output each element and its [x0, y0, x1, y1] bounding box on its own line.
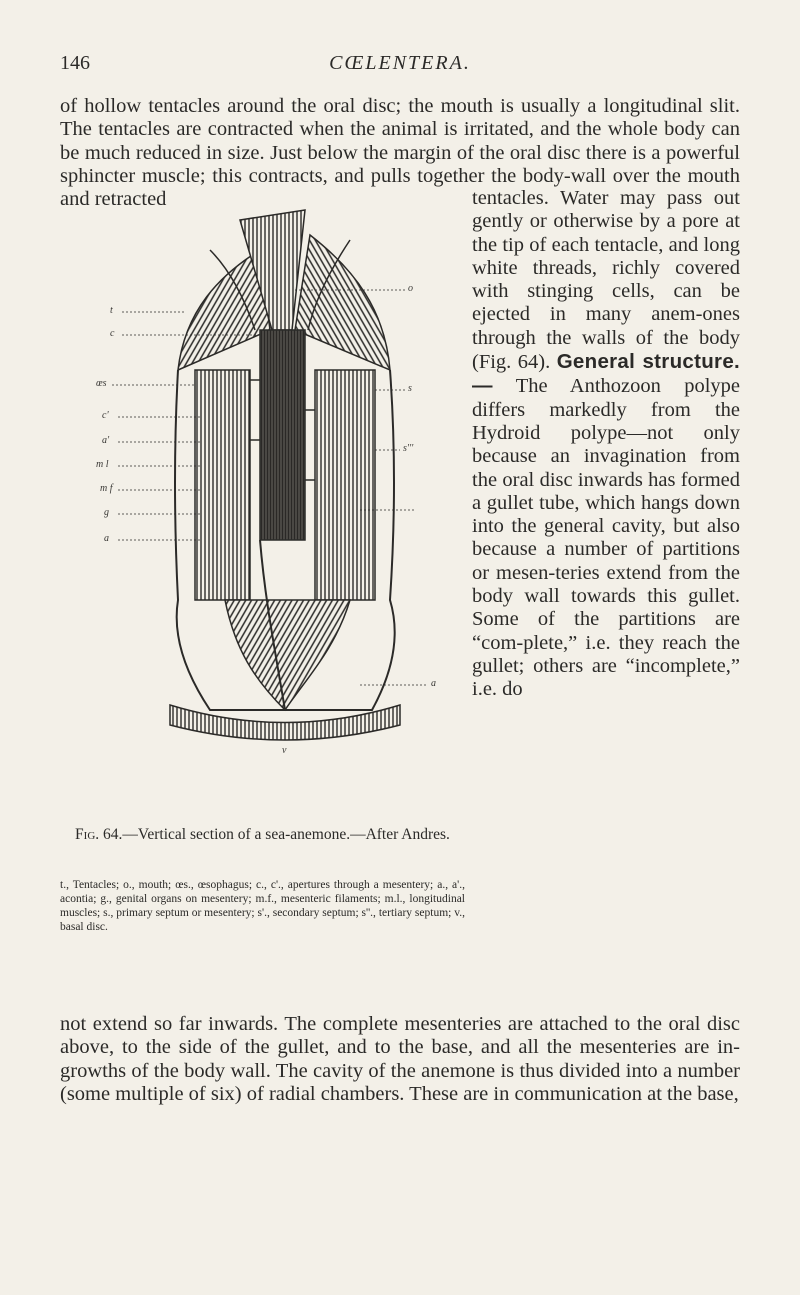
label-s: s	[408, 383, 412, 394]
page-header	[60, 52, 740, 84]
caption-text: —Vertical section of a sea-anemone.—After Andres.	[122, 826, 450, 843]
label-oes: œs	[96, 378, 107, 389]
tentacles-right	[295, 235, 390, 370]
figure-legend: t., Tentacles; o., mouth; œs., œsophagus; c., c'., apertures through a mesentery; a., a'., acontia; g., genital organs on mesentery; m.f., mesenteric filaments; m.l., longitudinal muscles; s., primary septum or mesentery; s'., secondary septum; s''., tertiary septum; v., basal disc.	[60, 878, 465, 934]
label-a-left: a	[104, 533, 109, 544]
label-g: g	[104, 507, 109, 518]
label-t: t	[110, 305, 113, 316]
caption-figure-number: Fig. 64.	[75, 826, 123, 843]
gullet	[260, 330, 305, 540]
right-column-text	[472, 187, 740, 702]
label-a-right: a	[431, 678, 436, 689]
label-a-prime: a'	[102, 435, 110, 446]
label-c: c	[110, 328, 115, 339]
label-c-prime: c'	[102, 410, 109, 421]
label-v: v	[282, 745, 287, 756]
label-ml: m l	[96, 459, 109, 470]
paragraph-bottom: not extend so far inwards. The complete mesenteries are attached to the oral disc above, to the side of the gullet, and to the base, and all the mesenteries are in-growths of the body wall. The cavity of the anemone is thus divided into a number (some multiple of six) of radial chambers. These are in communication at the base,	[60, 1013, 740, 1105]
page-number: 146	[60, 52, 90, 74]
running-head: CŒLENTERA.	[329, 52, 471, 74]
mesenteric-filaments	[225, 600, 350, 710]
section-heading: General structure.—	[472, 350, 741, 398]
label-o: o	[408, 283, 413, 294]
label-s-triple: s'''	[403, 443, 414, 454]
figure-caption	[60, 826, 465, 843]
right-column-paragraph-1: tentacles. Water may pass out gently or otherwise by a pore at the tip of each tentacle, and long white threads, richly covered with stinging cells, can be ejected in many anem-ones through the walls of the body (Fig. 64).	[472, 187, 740, 374]
figure-64	[60, 180, 465, 825]
sea-anemone-illustration	[60, 180, 465, 825]
label-mf: m f	[100, 483, 113, 494]
paragraph-top: of hollow tentacles around the oral disc; the mouth is usually a longitudinal slit. The tentacles are contracted when the animal is irritated, and the whole body can be much reduced in size. Just below the margin of the oral disc there is a powerful sphincter muscle; this contracts, and pulls together the body-wall over the mouth and retracted	[60, 95, 740, 211]
right-column-paragraph-2: The Anthozoon polype differs markedly from the Hydroid polype—not only because an invagination from the oral disc inwards has formed a gullet tube, which hangs down into the general cavity, but also because a number of partitions or mesen-teries extend from the body wall towards this gullet. Some of the partitions are “com-plete,” i.e. they reach the gullet; others are “incomplete,” i.e. do	[472, 375, 740, 701]
